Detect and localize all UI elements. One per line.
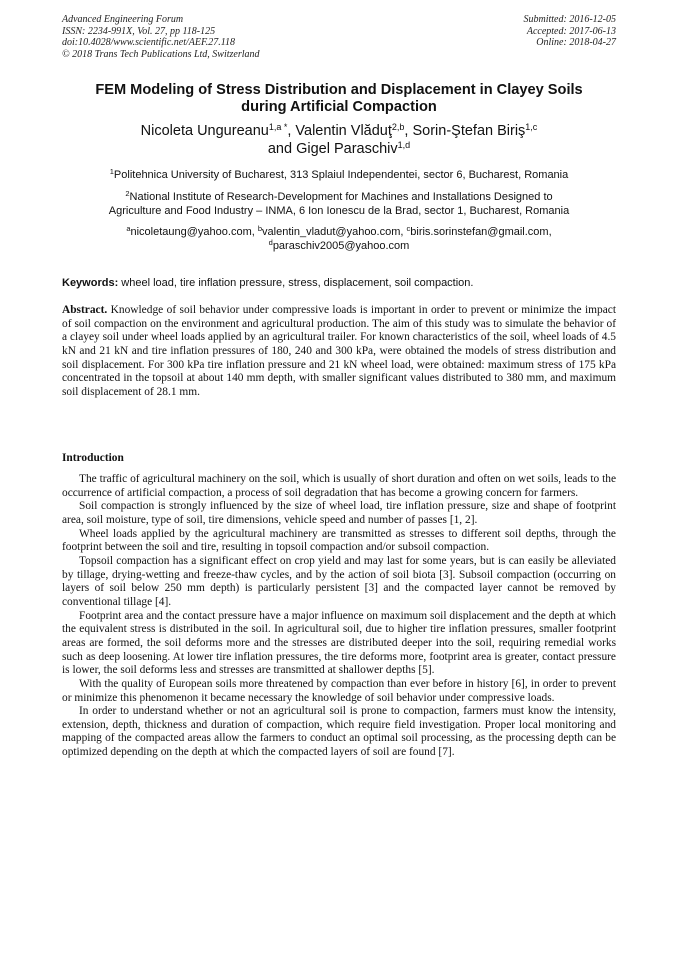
- author-line-1: [62, 123, 616, 141]
- email-link[interactable]: paraschiv2005@yahoo.com: [272, 240, 410, 252]
- journal-name: Advanced Engineering Forum: [62, 14, 184, 25]
- submission-dates: [524, 14, 617, 49]
- paper-title: [62, 82, 616, 116]
- author-separator: ,: [404, 123, 413, 139]
- author-affiliation-marker: 1,a *: [268, 122, 288, 132]
- accepted-date: Accepted: 2017-06-13: [526, 25, 616, 37]
- author-affiliation-marker: 2,b: [391, 122, 405, 132]
- email-link[interactable]: valentin_vladut@yahoo.com,: [262, 226, 407, 238]
- paragraph: In order to understand whether or not an agricultural soil is prone to compaction, farmers must know the intensity, extension, depth, thickness and duration of compaction, which require field investigation. Proper local monitoring and mapping of the compacted areas allow the farmers to conduct an optimal soil processing, as the processing depth can be optimized depending on the depth at which the compacted layers of soil are found [7].: [62, 705, 616, 759]
- author-separator: ,: [287, 123, 296, 139]
- affiliation-1: [62, 168, 616, 182]
- email-marker: c: [406, 224, 411, 233]
- paragraph: Wheel loads applied by the agricultural machinery are transmitted as stresses to different soil depths, through the footprint between the soil and tire, resulting in topsoil compaction and/or subsoil compaction.: [62, 527, 616, 554]
- journal-doi: doi:10.4028/www.scientific.net/AEF.27.118: [62, 37, 236, 48]
- abstract-label: Abstract.: [62, 304, 108, 316]
- author-name: Valentin Vlăduţ: [295, 123, 392, 139]
- email-marker: b: [257, 224, 263, 233]
- affiliation-text: Politehnica University of Bucharest, 313 Splaiul Independentei, sector 6, Bucharest, Romania: [113, 169, 569, 181]
- submitted-date: Submitted: 2016-12-05: [523, 14, 616, 25]
- title-line-1: FEM Modeling of Stress Distribution and Displacement in Clayey Soils: [95, 82, 583, 98]
- journal-copyright: © 2018 Trans Tech Publications Ltd, Switzerland: [62, 48, 260, 60]
- paragraph: With the quality of European soils more threatened by compaction than ever before in history [6], in order to prevent or minimize this phenomenon it became necessary the knowledge of soil behavior under compressive loads.: [62, 677, 616, 704]
- affiliation-text: National Institute of Research-Development for Machines and Installations Designed to: [129, 191, 553, 203]
- author-affiliation-marker: 1,d: [397, 139, 411, 150]
- author-list: [62, 123, 616, 158]
- title-line-2: during Artificial Compaction: [241, 99, 437, 115]
- author-emails: [62, 225, 616, 253]
- journal-info: [62, 14, 260, 60]
- keywords-label: Keywords:: [62, 277, 119, 289]
- affiliation-text: Agriculture and Food Industry – INMA, 6 Ion Ionescu de la Brad, sector 1, Bucharest, Romania: [108, 205, 570, 217]
- author-name: Nicoleta Ungureanu: [140, 123, 269, 139]
- online-date: Online: 2018-04-27: [536, 37, 616, 48]
- section-heading-introduction: Introduction: [62, 452, 124, 464]
- email-link[interactable]: biris.sorinstefan@gmail.com,: [410, 226, 552, 238]
- paragraph: Footprint area and the contact pressure have a major influence on maximum soil displacement and the depth at which the equivalent stress is distributed in the soil. In agricultural soil, due to higher tire inflation pressures, smaller footprint areas are formed, the soil deforms more and the stresses are distributed deeper into the soil, requiring remedial works such as deep loosening. At lower tire inflation pressures, the tire deforms more, footprint area is greater, contact pressure is lower, the soil deforms less and stresses are transmitted at shallower depths [5].: [62, 609, 616, 677]
- affiliation-marker: 2: [125, 189, 130, 198]
- paragraph: Soil compaction is strongly influenced by the size of wheel load, tire inflation pressure, size and shape of footprint area, soil moisture, type of soil, tire dimensions, vehicle speed and number of passes [1, 2].: [62, 500, 616, 526]
- email-link[interactable]: nicoletaung@yahoo.com,: [130, 226, 258, 238]
- email-marker: d: [268, 238, 273, 247]
- author-name: Sorin-Ştefan Biriş: [412, 123, 526, 139]
- journal-header: [62, 14, 616, 66]
- author-line-2: [62, 141, 616, 159]
- author-name: and Gigel Paraschiv: [267, 140, 398, 157]
- author-affiliation-marker: 1,c: [525, 122, 538, 132]
- affiliation-marker: 1: [109, 167, 114, 176]
- keywords: [62, 276, 616, 290]
- abstract: [62, 304, 616, 400]
- affiliation-2: [62, 190, 616, 218]
- abstract-text: Knowledge of soil behavior under compressive loads is important in order to prevent or minimize the impact of soil compaction on the environment and agricultural production. The aim of this study was to simulate the behavior of a clayey soil under wheel loads applied by an agricultural trailer. For known characteristics of the soil, wheel loads of 4.5 kN and 21 kN and tire inflation pressures of 180, 240 and 300 kPa, were obtained the models of stress distribution and soil displacement. For 300 kPa tire inflation pressure and 21 kN wheel load, were obtained: maximum stress of 175 kPa concentrated in the topsoil at about 140 mm depth, with smaller significant values distributed to 380 mm, and maximum soil displacement of 28.1 mm.: [62, 304, 616, 398]
- journal-issn: ISSN: 2234-991X, Vol. 27, pp 118-125: [62, 25, 216, 37]
- email-marker: a: [126, 224, 131, 233]
- paragraph: The traffic of agricultural machinery on the soil, which is usually of short duration and often on wet soils, leads to the occurrence of artificial compaction, a process of soil degradation that has become a growing concern for farmers.: [62, 473, 616, 499]
- introduction-body: [62, 473, 616, 760]
- paragraph: Topsoil compaction has a significant effect on crop yield and may last for some years, but is can easily be alleviated by tillage, drying-wetting and freeze-thaw cycles, and by the action of soil biota [3]. Subsoil compaction (occurring on layers of soil below 250 mm depth) is particularly persistent [3] and the compacted layer cannot be removed by conventional tillage [4].: [62, 554, 616, 608]
- keywords-text: wheel load, tire inflation pressure, stress, displacement, soil compaction.: [118, 277, 474, 289]
